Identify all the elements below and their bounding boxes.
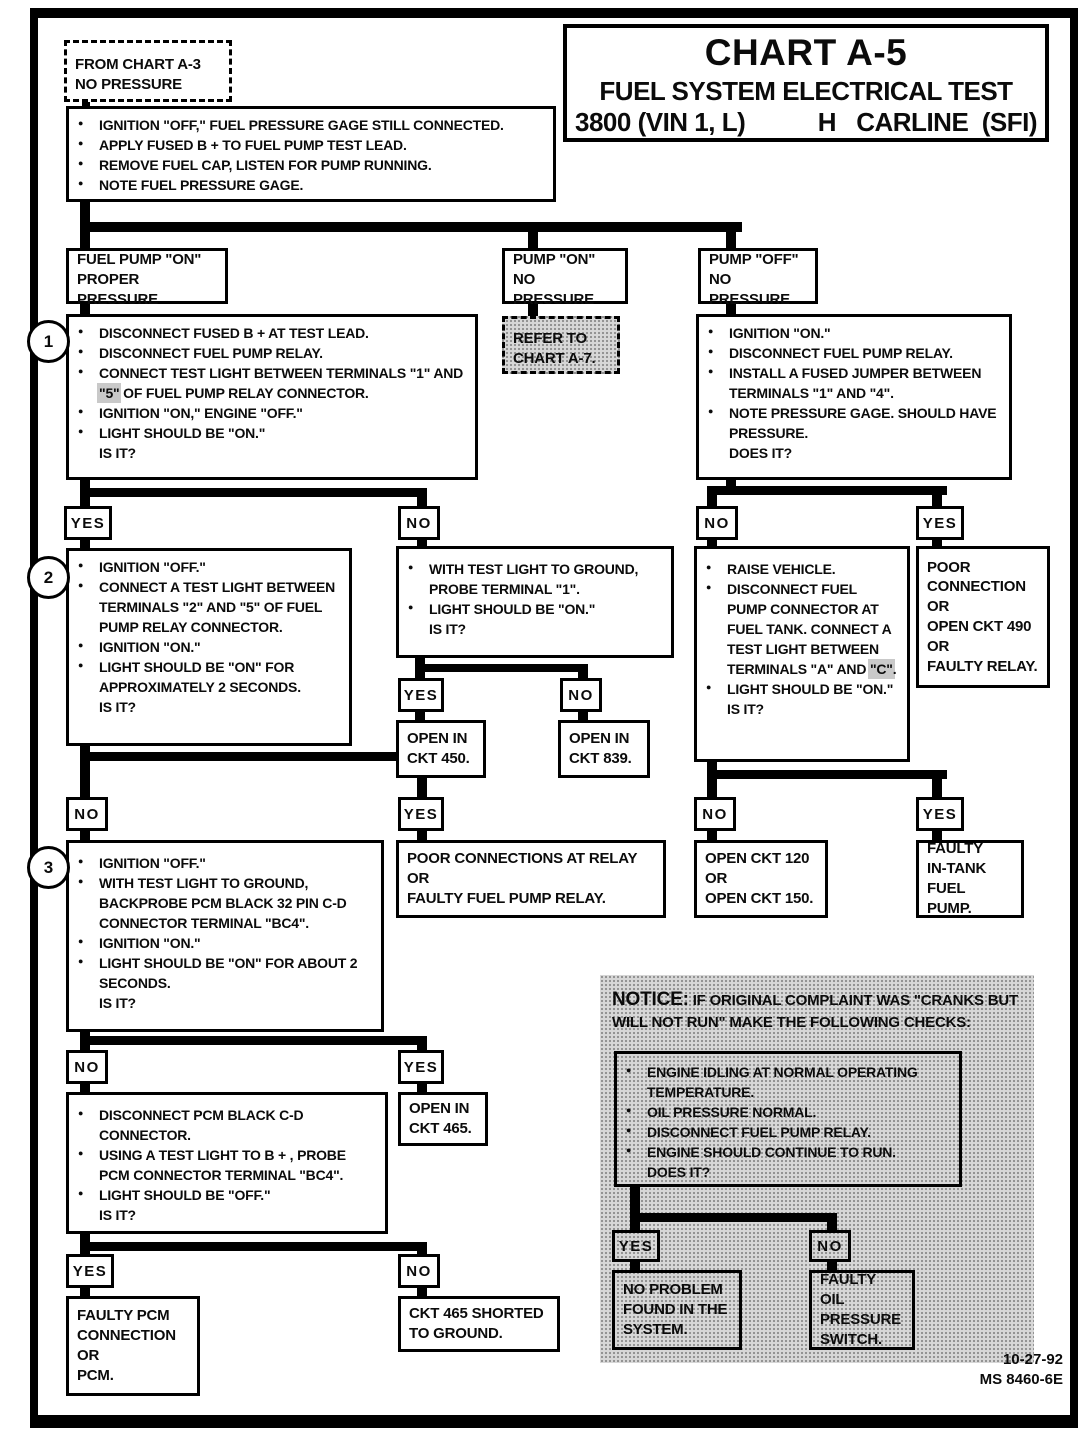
step2-no: NO	[66, 797, 108, 831]
refer-chart-a7-box	[502, 316, 620, 374]
bullet: ● USING A TEST LIGHT TO B + , PROBE PCM CONNECTOR TERMINAL "BC4".	[69, 1145, 377, 1185]
notice-yes: YES	[612, 1230, 660, 1262]
footer-date: 10-27-92	[1002, 1351, 1063, 1368]
bullet-text: .	[892, 661, 897, 678]
result-open-ckt839	[558, 720, 650, 778]
bullet: ● IGNITION "ON."	[699, 323, 1001, 343]
connector	[80, 752, 427, 761]
jumper-no: NO	[696, 506, 738, 540]
bullet: ● LIGHT SHOULD BE "ON."	[399, 599, 663, 619]
bullet-text: CONNECT TEST LIGHT BETWEEN TERMINALS "1" AND	[99, 365, 464, 382]
result-line: OPEN CKT 150.	[705, 889, 814, 907]
bullet: ● APPLY FUSED B + TO FUEL PUMP TEST LEAD.	[69, 135, 545, 155]
result-line: FAULTY FUEL PUMP RELAY.	[407, 889, 606, 907]
bullet: ● DISCONNECT FUSED B + AT TEST LEAD.	[69, 323, 467, 343]
result-line: OPEN IN	[569, 730, 630, 748]
bullet: ● IGNITION "OFF," FUEL PRESSURE GAGE STILL CONNECTED.	[69, 115, 545, 135]
result-line: FUEL PUMP.	[927, 880, 972, 917]
connector	[80, 1242, 427, 1251]
highlighted-terminal: "5"	[99, 385, 120, 402]
result-open-ckt465	[398, 1092, 488, 1146]
result-line: PRESSURE	[820, 1311, 901, 1328]
entry-line: NO PRESSURE	[75, 76, 182, 93]
bullet: ● IGNITION "OFF."	[69, 853, 373, 873]
branch-pump-on-no-pressure	[502, 248, 628, 308]
bullet: ● LIGHT SHOULD BE "OFF."	[69, 1185, 377, 1205]
question: DOES IT?	[729, 445, 792, 462]
result-line: OPEN IN	[407, 730, 468, 748]
bullet: ● WITH TEST LIGHT TO GROUND, BACKPROBE PCM BLACK 32 PIN C-D CONNECTOR TERMINAL "BC4".	[69, 873, 373, 933]
connector	[415, 664, 588, 672]
bullet: ● NOTE PRESSURE GAGE. SHOULD HAVE PRESSURE.	[699, 403, 1001, 443]
bullet: ● OIL PRESSURE NORMAL.	[617, 1102, 951, 1122]
step1-test-box	[66, 314, 478, 480]
result-line: FAULTY OIL	[820, 1271, 876, 1309]
bullet: ● DISCONNECT PCM BLACK C-D CONNECTOR.	[69, 1105, 377, 1145]
connector	[932, 779, 942, 797]
result-line: OR	[927, 598, 950, 616]
chart-carline: H CARLINE (SFI)	[817, 107, 1037, 137]
result-line: SYSTEM.	[623, 1320, 688, 1338]
result-line: OR	[407, 870, 430, 888]
result-line: OPEN CKT 490	[927, 618, 1032, 635]
bullet	[697, 579, 899, 679]
bullet	[69, 363, 467, 403]
connector	[932, 495, 942, 506]
result-poor-connections-relay	[396, 840, 666, 918]
connector	[415, 712, 425, 720]
result-line: FOUND IN THE	[623, 1301, 728, 1319]
raise-yes: YES	[916, 797, 964, 831]
notice-region	[600, 975, 1034, 1363]
result-line: POOR	[927, 558, 971, 576]
result-poor-connection-ckt490	[916, 546, 1050, 688]
bullet: ● ENGINE IDLING AT NORMAL OPERATING TEMPERATURE.	[617, 1062, 951, 1102]
raise-no: NO	[694, 797, 736, 831]
result-line: NO PROBLEM	[623, 1281, 723, 1299]
footer-code: MS 8460-6E	[979, 1370, 1063, 1388]
bullet: ● DISCONNECT FUEL PUMP RELAY.	[617, 1122, 951, 1142]
chart-subtitle: FUEL SYSTEM ELECTRICAL TEST	[599, 76, 1013, 106]
notice-no: NO	[809, 1230, 851, 1262]
connector	[417, 1084, 427, 1092]
result-line: CONNECTION	[927, 578, 1026, 596]
connector	[827, 1222, 837, 1230]
step3-no: NO	[66, 1050, 108, 1084]
initial-steps-box	[66, 106, 556, 202]
chart-title: CHART A-5	[704, 32, 908, 73]
result-line: FAULTY PCM	[77, 1307, 170, 1325]
connector	[80, 222, 742, 232]
bullet: ● CONNECT A TEST LIGHT BETWEEN TERMINALS "2" AND "5" OF FUEL PUMP RELAY CONNECTOR.	[69, 577, 341, 637]
question: IS IT?	[99, 445, 136, 462]
connector	[417, 831, 427, 840]
probe-no: NO	[560, 678, 602, 712]
result-open-ckt450	[396, 720, 486, 778]
branch-line: NO PRESSURE	[709, 271, 790, 308]
result-line: CKT 839.	[569, 750, 632, 767]
step1-yes: YES	[64, 506, 112, 540]
step3-yes: YES	[398, 1050, 444, 1084]
connector	[417, 497, 427, 506]
question: IS IT?	[99, 699, 136, 716]
question: IS IT?	[727, 701, 764, 718]
bullet: ● IGNITION "ON."	[69, 933, 373, 953]
step3-test-box	[66, 840, 384, 1032]
connector	[707, 495, 717, 506]
question: IS IT?	[99, 1207, 136, 1224]
connector	[80, 1288, 90, 1296]
branch-line: NO PRESSURE	[513, 271, 594, 308]
connector	[417, 1288, 427, 1296]
jumper-yes: YES	[916, 506, 964, 540]
result-no-problem-found	[612, 1270, 742, 1350]
bullet: ● IGNITION "ON," ENGINE "OFF."	[69, 403, 467, 423]
question: IS IT?	[99, 995, 136, 1012]
step1-no: NO	[398, 506, 440, 540]
notice-text: IF ORIGINAL COMPLAINT WAS "CRANKS BUT WILL NOT RUN" MAKE THE FOLLOWING CHECKS:	[612, 992, 1018, 1031]
result-line: OR	[77, 1347, 100, 1364]
result-line: OR	[927, 637, 950, 655]
bullet: ● DISCONNECT FUEL PUMP RELAY.	[69, 343, 467, 363]
step2-number: 2	[27, 556, 70, 599]
probe-yes: YES	[398, 678, 444, 712]
result-line: OR	[705, 870, 728, 888]
pcm-test-box	[66, 1092, 388, 1234]
bullet: ● LIGHT SHOULD BE "ON."	[697, 679, 899, 699]
bullet: ● ENGINE SHOULD CONTINUE TO RUN.	[617, 1142, 951, 1162]
connector	[630, 1222, 640, 1230]
title-box	[563, 24, 1049, 142]
bullet: ● NOTE FUEL PRESSURE GAGE.	[69, 175, 545, 195]
probe-test-box	[396, 546, 674, 658]
connector	[827, 1262, 837, 1270]
bullet-text: OF FUEL PUMP RELAY CONNECTOR.	[119, 385, 369, 402]
notice-checks-box	[614, 1051, 962, 1187]
bullet: ● REMOVE FUEL CAP, LISTEN FOR PUMP RUNNING.	[69, 155, 545, 175]
refer-line: REFER TO	[513, 330, 587, 348]
result-faulty-oil-pressure-switch	[809, 1270, 915, 1350]
result-line: FAULTY	[927, 840, 984, 858]
bullet: ● IGNITION "ON."	[69, 637, 341, 657]
bullet: ● IGNITION "OFF."	[69, 557, 341, 577]
connector	[578, 712, 588, 720]
result-line: IN-TANK	[927, 860, 987, 878]
result-line: OPEN CKT 120	[705, 850, 810, 868]
entry-line: FROM CHART A-3	[75, 56, 201, 74]
result-line: PCM.	[77, 1366, 114, 1384]
connector	[630, 1187, 640, 1215]
pcm-no: NO	[398, 1254, 440, 1288]
connector	[80, 1084, 90, 1092]
branch-fuel-pump-on-proper-pressure	[66, 248, 228, 308]
result-line: FAULTY RELAY.	[927, 657, 1038, 675]
step2-test-box	[66, 548, 352, 746]
bullet: ● RAISE VEHICLE.	[697, 559, 899, 579]
notice-label: NOTICE:	[612, 989, 689, 1010]
bullet: ● LIGHT SHOULD BE "ON" FOR APPROXIMATELY 2 SECONDS.	[69, 657, 341, 697]
connector	[707, 770, 947, 779]
result-line: CKT 465.	[409, 1120, 472, 1137]
connector	[707, 831, 717, 840]
branch-line: PROPER PRESSURE	[77, 271, 158, 308]
notice-heading	[600, 975, 1034, 1033]
footer	[925, 1350, 1063, 1389]
question: IS IT?	[429, 621, 466, 638]
result-faulty-pcm	[66, 1296, 200, 1396]
result-line: OPEN IN	[409, 1100, 470, 1118]
branch-line: PUMP "OFF"	[709, 251, 799, 269]
result-ckt465-shorted	[398, 1296, 560, 1352]
connector	[707, 779, 717, 797]
result-line: SWITCH.	[820, 1330, 882, 1348]
result-line: CKT 465 SHORTED	[409, 1305, 544, 1323]
highlighted-terminal: "C"	[869, 661, 893, 678]
connector	[630, 1213, 837, 1222]
bullet: ● LIGHT SHOULD BE "ON" FOR ABOUT 2 SECONDS.	[69, 953, 373, 993]
result-line: TO GROUND.	[409, 1325, 503, 1342]
chart-model: 3800 (VIN 1, L)	[575, 107, 746, 137]
refer-line: CHART A-7.	[513, 350, 596, 367]
connector	[630, 1262, 640, 1270]
raise-vehicle-test-box	[694, 546, 910, 762]
pcm-yes: YES	[66, 1254, 114, 1288]
bullet: ● WITH TEST LIGHT TO GROUND, PROBE TERMINAL "1".	[399, 559, 663, 599]
step1-number: 1	[27, 320, 70, 363]
result-open-ckt120-150	[694, 840, 828, 918]
branch-line: PUMP "ON"	[513, 251, 596, 269]
connector	[707, 486, 947, 495]
step2-yes: YES	[398, 797, 444, 831]
connector	[80, 1036, 427, 1045]
branch-line: FUEL PUMP "ON"	[77, 251, 202, 269]
bullet: ● LIGHT SHOULD BE "ON."	[69, 423, 467, 443]
connector	[80, 488, 427, 497]
bullet: ● INSTALL A FUSED JUMPER BETWEEN TERMINALS "1" AND "4".	[699, 363, 1001, 403]
result-faulty-intank-pump	[916, 840, 1024, 918]
step3-number: 3	[27, 846, 70, 889]
question: DOES IT?	[647, 1164, 710, 1181]
bullet-text: DISCONNECT FUEL PUMP CONNECTOR AT FUEL TANK. CONNECT A TEST LIGHT BETWEEN TERMINALS "A" AND	[727, 581, 891, 678]
connector	[80, 497, 90, 506]
result-line: POOR CONNECTIONS AT RELAY	[407, 850, 638, 868]
connector	[80, 761, 90, 797]
result-line: CONNECTION	[77, 1327, 176, 1345]
connector	[80, 831, 90, 840]
branch-pump-off-no-pressure	[698, 248, 818, 308]
result-line: CKT 450.	[407, 750, 470, 767]
jumper-test-box	[696, 314, 1012, 480]
entry-from-chart-a3	[64, 40, 232, 102]
bullet: ● DISCONNECT FUEL PUMP RELAY.	[699, 343, 1001, 363]
